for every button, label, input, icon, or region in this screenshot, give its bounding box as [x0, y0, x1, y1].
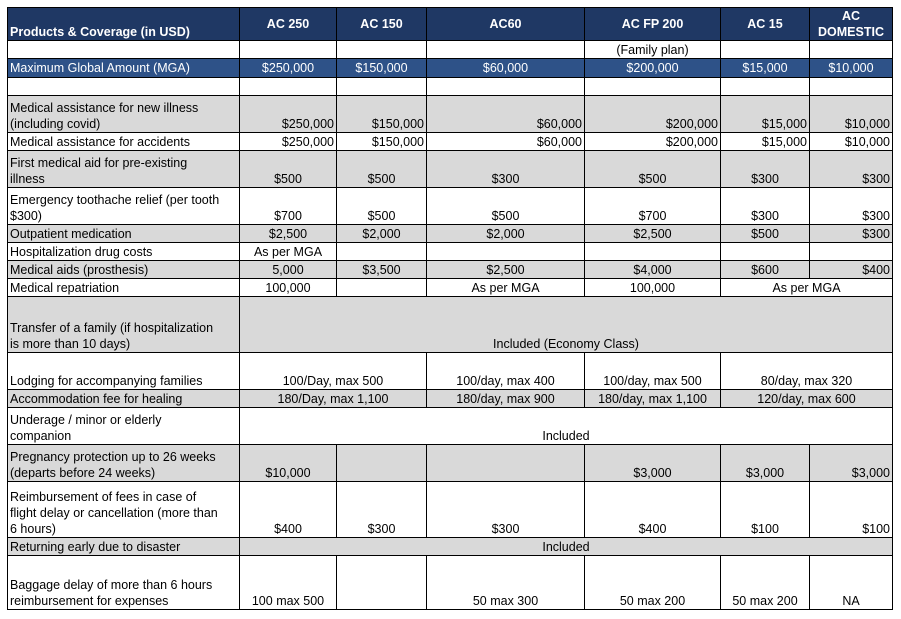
row-value: $300 — [721, 151, 810, 188]
row-value: $500 — [427, 188, 585, 225]
row-value: 5,000 — [240, 261, 337, 279]
row-value: Included — [240, 538, 893, 556]
row-value: $300 — [337, 482, 427, 538]
row-value: $10,000 — [810, 133, 893, 151]
row-value: $500 — [240, 151, 337, 188]
row-value: Included (Economy Class) — [240, 297, 893, 353]
row-value: 80/day, max 320 — [721, 353, 893, 390]
row-value: 100,000 — [240, 279, 337, 297]
row-underage — [8, 408, 893, 445]
plan-ac15: AC 15 — [721, 8, 810, 41]
row-value: $2,500 — [585, 225, 721, 243]
row-repatriation — [8, 279, 893, 297]
row-label: Reimbursement of fees in case of flight delay or cancellation (more than 6 hours) — [8, 482, 240, 538]
row-value: $250,000 — [240, 133, 337, 151]
row-value: As per MGA — [721, 279, 893, 297]
row-value: 120/day, max 600 — [721, 390, 893, 408]
plan-ac60: AC60 — [427, 8, 585, 41]
row-baggage — [8, 556, 893, 610]
row-value: $10,000 — [240, 445, 337, 482]
row-label: Outpatient medication — [8, 225, 240, 243]
row-label: Medical aids (prosthesis) — [8, 261, 240, 279]
row-label: Medical repatriation — [8, 279, 240, 297]
plan-acdomestic: AC DOMESTIC — [810, 8, 893, 41]
row-label: Medical assistance for accidents — [8, 133, 240, 151]
spacer-row — [8, 78, 893, 96]
row-outpatient — [8, 225, 893, 243]
row-value: $200,000 — [585, 96, 721, 133]
row-value: $150,000 — [337, 133, 427, 151]
mga-value: $250,000 — [240, 59, 337, 78]
row-value: $600 — [721, 261, 810, 279]
row-value: $60,000 — [427, 96, 585, 133]
row-value: $250,000 — [240, 96, 337, 133]
row-label: Pregnancy protection up to 26 weeks (departs before 24 weeks) — [8, 445, 240, 482]
row-label: Emergency toothache relief (per tooth $300) — [8, 188, 240, 225]
plan-ac250: AC 250 — [240, 8, 337, 41]
row-value: $500 — [337, 188, 427, 225]
header-label: Products & Coverage (in USD) — [8, 8, 240, 41]
row-flight-delay — [8, 482, 893, 538]
row-value: $700 — [240, 188, 337, 225]
row-value: $500 — [585, 151, 721, 188]
row-label: Hospitalization drug costs — [8, 243, 240, 261]
row-value: $300 — [810, 151, 893, 188]
row-prosthesis — [8, 261, 893, 279]
row-value: $150,000 — [337, 96, 427, 133]
row-toothache — [8, 188, 893, 225]
row-label: Transfer of a family (if hospitalization is more than 10 days) — [8, 297, 240, 353]
row-value: $100 — [721, 482, 810, 538]
family-note-row — [8, 41, 893, 59]
row-accidents — [8, 133, 893, 151]
row-value: $300 — [810, 188, 893, 225]
row-value: $15,000 — [721, 96, 810, 133]
row-value: $100 — [810, 482, 893, 538]
row-value: 50 max 200 — [585, 556, 721, 610]
row-value: 50 max 300 — [427, 556, 585, 610]
row-value: 100/day, max 500 — [585, 353, 721, 390]
row-value: $300 — [427, 482, 585, 538]
mga-row — [8, 59, 893, 78]
row-value: $300 — [721, 188, 810, 225]
row-value: $500 — [337, 151, 427, 188]
family-plan-note: (Family plan) — [585, 41, 721, 59]
plan-acfp200: AC FP 200 — [585, 8, 721, 41]
row-value: $500 — [721, 225, 810, 243]
mga-value: $200,000 — [585, 59, 721, 78]
plan-ac150: AC 150 — [337, 8, 427, 41]
row-value: $4,000 — [585, 261, 721, 279]
row-value: 100/Day, max 500 — [240, 353, 427, 390]
row-value: $400 — [585, 482, 721, 538]
row-value: $300 — [810, 225, 893, 243]
row-lodging — [8, 353, 893, 390]
row-value: 100 max 500 — [240, 556, 337, 610]
row-label: Lodging for accompanying families — [8, 353, 240, 390]
row-new-illness — [8, 96, 893, 133]
row-label: Medical assistance for new illness (including covid) — [8, 96, 240, 133]
mga-label: Maximum Global Amount (MGA) — [8, 59, 240, 78]
row-value: 180/day, max 900 — [427, 390, 585, 408]
mga-value: $15,000 — [721, 59, 810, 78]
row-value: $2,500 — [427, 261, 585, 279]
row-value: $3,000 — [721, 445, 810, 482]
row-label: First medical aid for pre-existing illness — [8, 151, 240, 188]
row-value: $700 — [585, 188, 721, 225]
row-label: Underage / minor or elderly companion — [8, 408, 240, 445]
row-label: Returning early due to disaster — [8, 538, 240, 556]
row-value: $400 — [810, 261, 893, 279]
row-label: Accommodation fee for healing — [8, 390, 240, 408]
row-value: $15,000 — [721, 133, 810, 151]
row-label: Baggage delay of more than 6 hours reimbursement for expenses — [8, 556, 240, 610]
coverage-table — [7, 7, 893, 610]
row-value: 50 max 200 — [721, 556, 810, 610]
row-value: 100/day, max 400 — [427, 353, 585, 390]
row-value: $60,000 — [427, 133, 585, 151]
row-value: $2,000 — [427, 225, 585, 243]
row-value: $400 — [240, 482, 337, 538]
row-value: As per MGA — [240, 243, 337, 261]
row-value: $300 — [427, 151, 585, 188]
row-disaster — [8, 538, 893, 556]
row-value: Included — [240, 408, 893, 445]
row-value: $3,000 — [810, 445, 893, 482]
row-pregnancy — [8, 445, 893, 482]
row-value: $2,500 — [240, 225, 337, 243]
row-value: $3,500 — [337, 261, 427, 279]
row-value: As per MGA — [427, 279, 585, 297]
row-pre-existing — [8, 151, 893, 188]
row-value: 180/Day, max 1,100 — [240, 390, 427, 408]
row-value: $10,000 — [810, 96, 893, 133]
row-value: $2,000 — [337, 225, 427, 243]
mga-value: $60,000 — [427, 59, 585, 78]
row-healing — [8, 390, 893, 408]
row-value: $200,000 — [585, 133, 721, 151]
row-value: 100,000 — [585, 279, 721, 297]
row-value: NA — [810, 556, 893, 610]
header-row — [8, 8, 893, 41]
mga-value: $10,000 — [810, 59, 893, 78]
row-value: $3,000 — [585, 445, 721, 482]
row-family-transfer — [8, 297, 893, 353]
row-value: 180/day, max 1,100 — [585, 390, 721, 408]
mga-value: $150,000 — [337, 59, 427, 78]
row-hosp-drug — [8, 243, 893, 261]
